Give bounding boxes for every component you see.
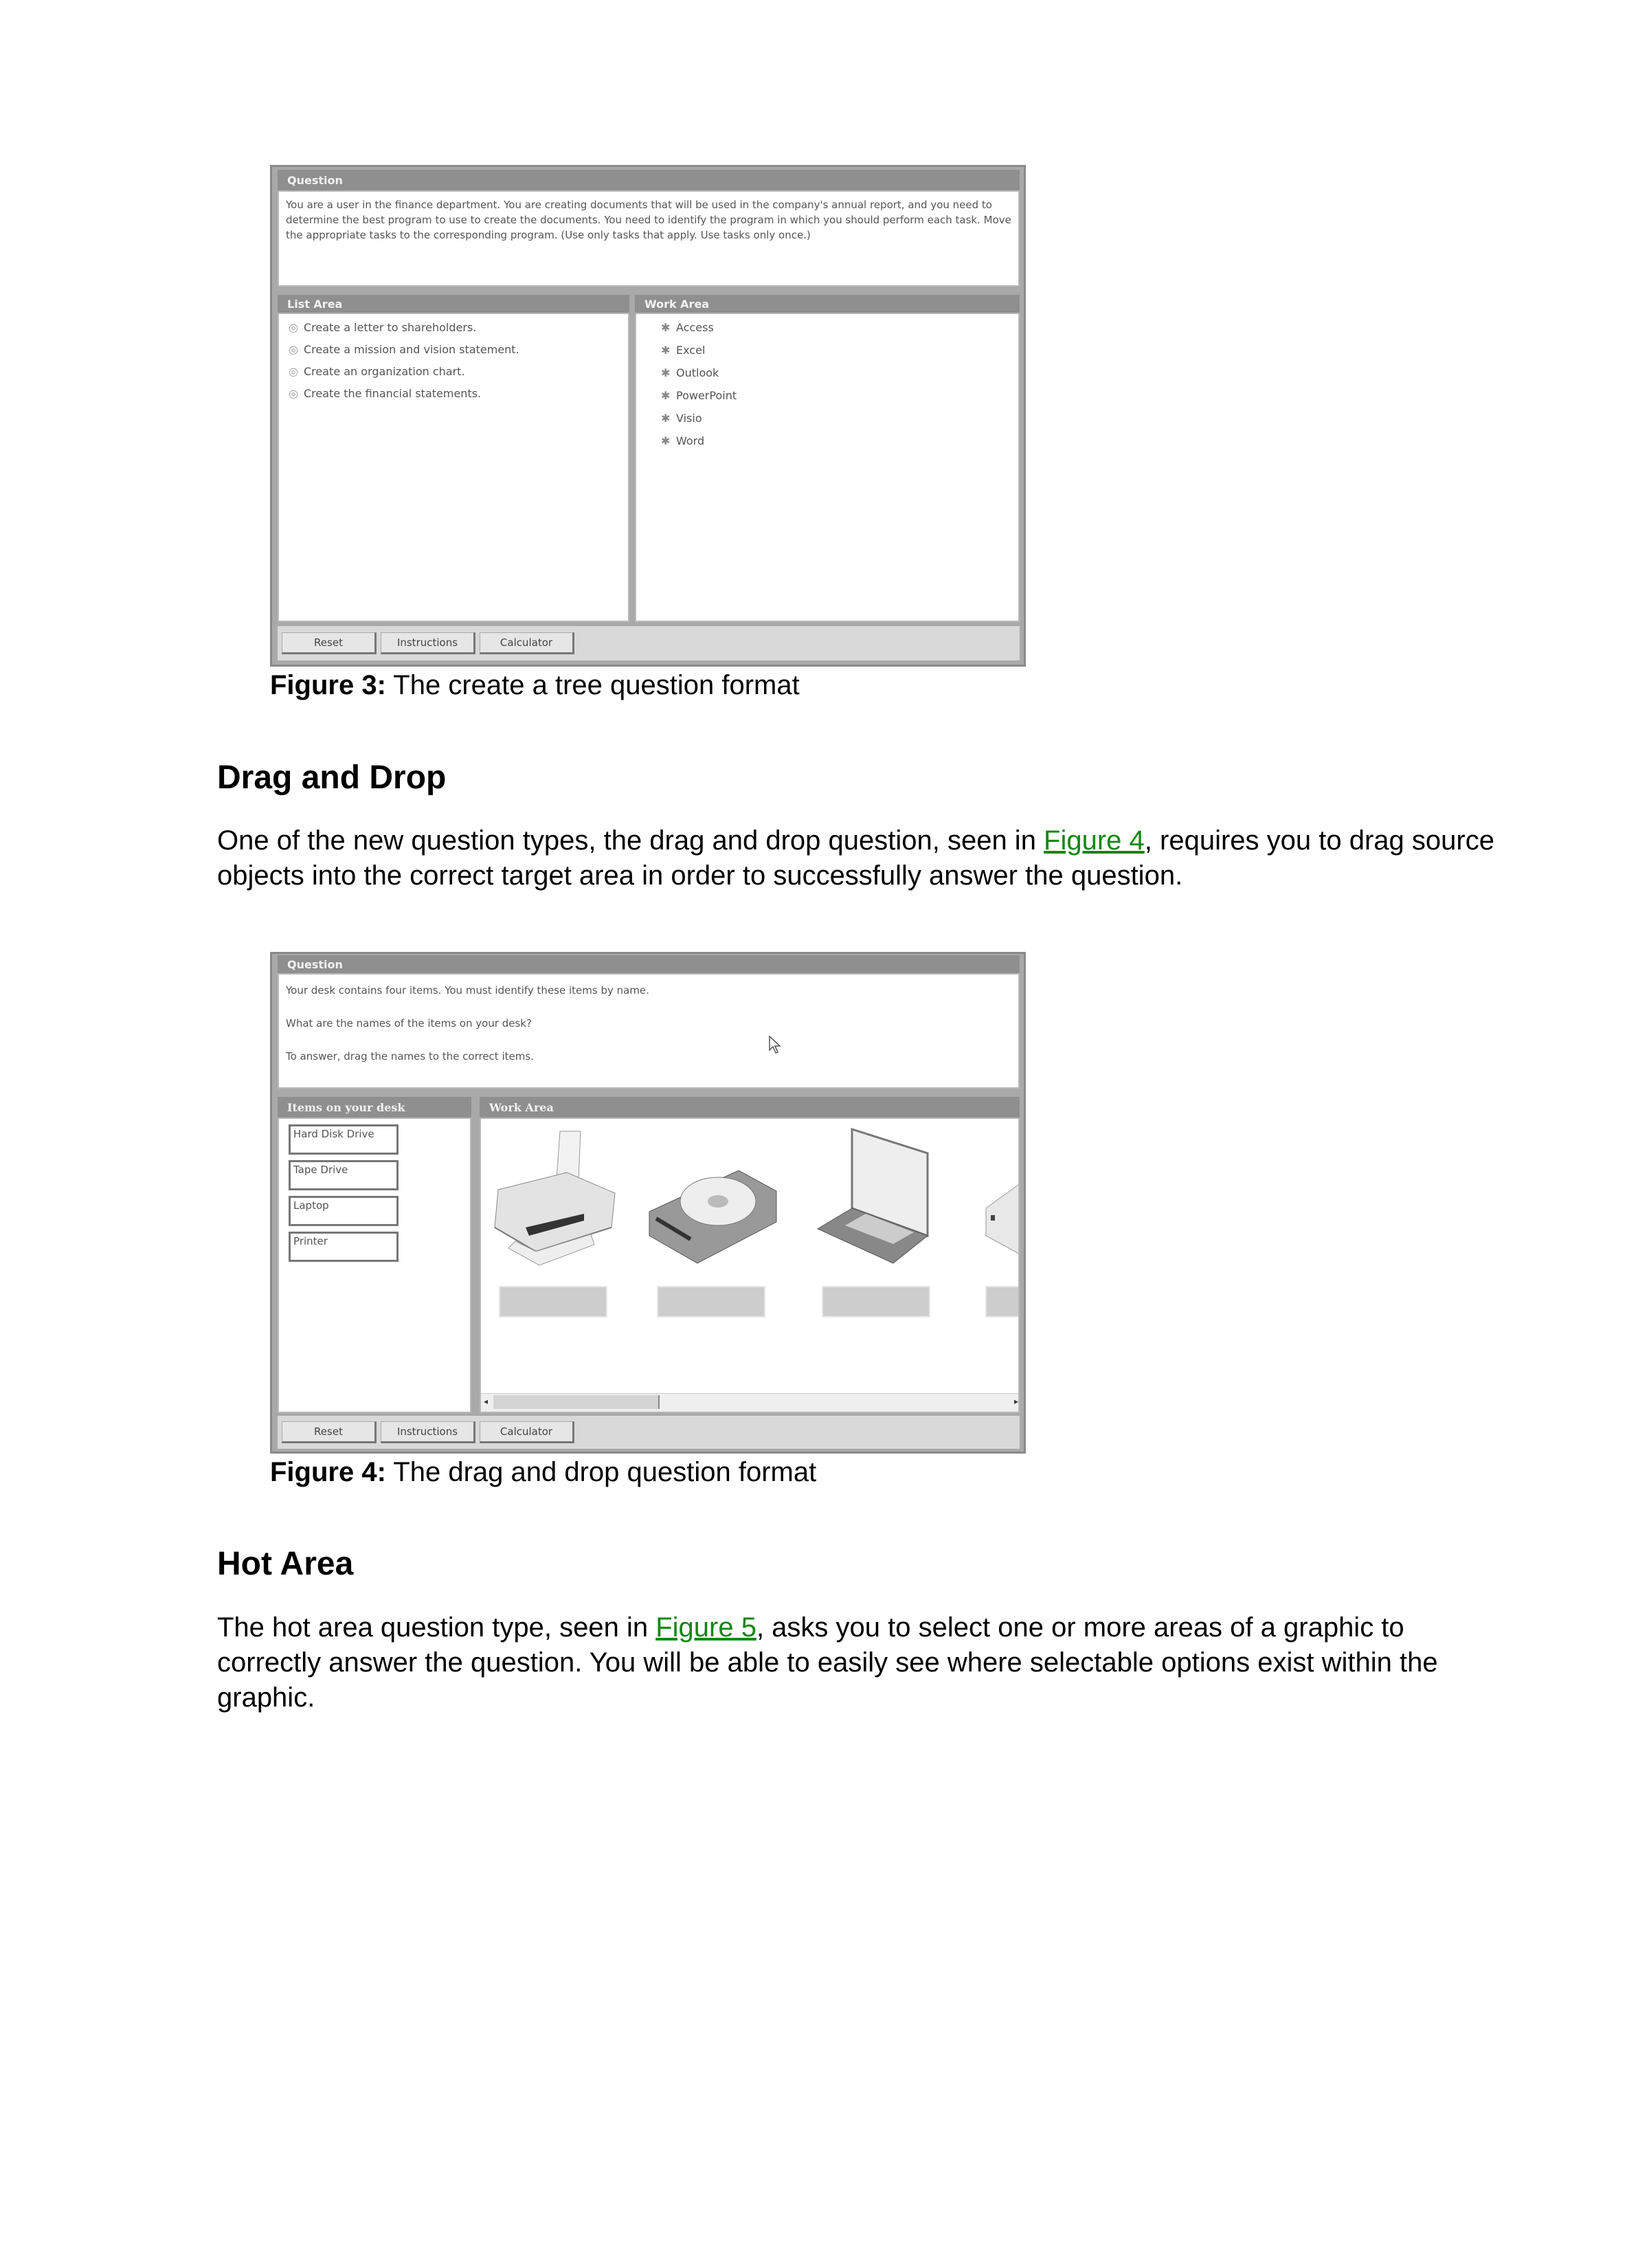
list-area-panel bbox=[278, 313, 629, 622]
hard-disk-image bbox=[642, 1157, 780, 1267]
bullet-icon: ✱ bbox=[661, 389, 671, 402]
bullet-icon: ✱ bbox=[661, 321, 671, 334]
list-area-header: List Area bbox=[278, 295, 629, 313]
button-bar bbox=[278, 626, 1020, 660]
bullet-icon: ✱ bbox=[661, 366, 671, 379]
list-item[interactable] bbox=[289, 387, 481, 400]
horizontal-scrollbar[interactable] bbox=[481, 1393, 1020, 1412]
reset-button[interactable]: Reset bbox=[282, 1421, 377, 1443]
button-bar bbox=[278, 1416, 1020, 1449]
list-item[interactable] bbox=[289, 321, 476, 334]
work-area-panel bbox=[480, 1118, 1020, 1413]
figure-4-screenshot bbox=[270, 952, 1026, 1454]
caption-text: The drag and drop question format bbox=[393, 1457, 817, 1487]
question-line: What are the names of the items on your desk? bbox=[286, 1017, 532, 1030]
list-item-label: Create an organization chart. bbox=[304, 365, 465, 378]
mouse-cursor-icon bbox=[768, 1035, 782, 1056]
work-item-label: Visio bbox=[676, 412, 702, 425]
work-item[interactable] bbox=[661, 321, 714, 334]
caption-label: Figure 3: bbox=[270, 670, 386, 700]
figure-3-screenshot bbox=[270, 165, 1026, 667]
scroll-left-icon[interactable]: ◂ bbox=[484, 1397, 489, 1406]
section-heading-drag-and-drop: Drag and Drop bbox=[217, 759, 447, 796]
bullet-icon: ✱ bbox=[661, 344, 671, 357]
tape-drive-image bbox=[983, 1181, 1020, 1263]
question-line: To answer, drag the names to the correct items. bbox=[286, 1050, 534, 1063]
bullet-icon: ✱ bbox=[661, 412, 671, 425]
calculator-button[interactable]: Calculator bbox=[480, 632, 574, 654]
drop-target[interactable] bbox=[499, 1286, 607, 1318]
figure-3-caption bbox=[270, 670, 800, 701]
reset-button[interactable]: Reset bbox=[282, 632, 377, 654]
work-item[interactable] bbox=[661, 366, 719, 379]
work-area-header: Work Area bbox=[480, 1097, 1020, 1118]
instructions-button[interactable]: Instructions bbox=[381, 632, 475, 654]
work-item-label: PowerPoint bbox=[676, 389, 737, 402]
drag-item-printer[interactable]: Printer bbox=[289, 1232, 399, 1262]
calculator-button[interactable]: Calculator bbox=[480, 1421, 574, 1443]
drag-item-hard-disk-drive[interactable]: Hard Disk Drive bbox=[289, 1124, 399, 1155]
question-line: Your desk contains four items. You must identify these items by name. bbox=[286, 984, 649, 997]
figure-4-caption bbox=[270, 1457, 816, 1488]
question-text-panel bbox=[278, 973, 1020, 1089]
work-item-label: Excel bbox=[676, 344, 706, 357]
instructions-button[interactable]: Instructions bbox=[381, 1421, 475, 1443]
drop-target[interactable] bbox=[822, 1286, 930, 1318]
figure-5-link[interactable]: Figure 5 bbox=[655, 1612, 756, 1643]
paragraph-text: , asks you to select one or more areas of a graphic to correctly answer the question. You will be able to easily see where selectable options exist within the graphic. bbox=[217, 1612, 1438, 1713]
bullet-icon: ✱ bbox=[661, 434, 671, 447]
work-item[interactable] bbox=[661, 434, 704, 447]
caption-text: The create a tree question format bbox=[393, 670, 800, 700]
figure-4-link[interactable]: Figure 4 bbox=[1044, 825, 1145, 856]
question-header: Question bbox=[278, 170, 1020, 190]
list-item-label: Create a letter to shareholders. bbox=[304, 321, 477, 334]
items-panel bbox=[278, 1118, 471, 1413]
paragraph-text: One of the new question types, the drag and drop question, seen in bbox=[217, 825, 1044, 856]
drag-and-drop-paragraph bbox=[217, 823, 1509, 893]
work-item[interactable] bbox=[661, 389, 737, 402]
radio-icon: ◎ bbox=[289, 343, 298, 356]
list-item[interactable] bbox=[289, 365, 465, 378]
items-header: Items on your desk bbox=[278, 1097, 471, 1118]
question-header: Question bbox=[278, 955, 1020, 973]
paragraph-text: , requires you to drag source objects into the correct target area in order to successfully answer the question. bbox=[217, 825, 1494, 891]
radio-icon: ◎ bbox=[289, 365, 298, 378]
work-item-label: Access bbox=[676, 321, 714, 334]
work-item-label: Word bbox=[676, 434, 705, 447]
drag-item-laptop[interactable]: Laptop bbox=[289, 1196, 399, 1226]
radio-icon: ◎ bbox=[289, 321, 298, 334]
work-item-label: Outlook bbox=[676, 366, 719, 379]
section-heading-hot-area: Hot Area bbox=[217, 1546, 354, 1582]
work-item[interactable] bbox=[661, 344, 705, 357]
scroll-right-icon[interactable]: ▸ bbox=[1013, 1397, 1018, 1406]
question-text: You are a user in the finance department. You are creating documents that will be used in the company's annual report, and you need to determine the best program to use to create the documents. You need to identify the program in which you should perform each task. Move the appropriate tasks to the corresponding program. (Use only tasks that apply. Use tasks only once.) bbox=[278, 190, 1020, 287]
laptop-image bbox=[811, 1126, 948, 1270]
radio-icon: ◎ bbox=[289, 387, 298, 400]
list-item-label: Create a mission and vision statement. bbox=[304, 343, 519, 356]
list-item-label: Create the financial statements. bbox=[304, 387, 482, 400]
printer-image bbox=[488, 1124, 625, 1269]
caption-label: Figure 4: bbox=[270, 1457, 386, 1487]
list-item[interactable] bbox=[289, 343, 519, 356]
work-item[interactable] bbox=[661, 412, 702, 425]
scrollbar-thumb[interactable] bbox=[493, 1395, 660, 1409]
work-area-header: Work Area bbox=[635, 295, 1020, 313]
drop-target[interactable] bbox=[985, 1286, 1020, 1318]
work-area-panel bbox=[635, 313, 1020, 622]
hot-area-paragraph bbox=[217, 1610, 1509, 1715]
drop-target[interactable] bbox=[657, 1286, 765, 1318]
paragraph-text: The hot area question type, seen in bbox=[217, 1612, 656, 1643]
drag-item-tape-drive[interactable]: Tape Drive bbox=[289, 1160, 399, 1190]
